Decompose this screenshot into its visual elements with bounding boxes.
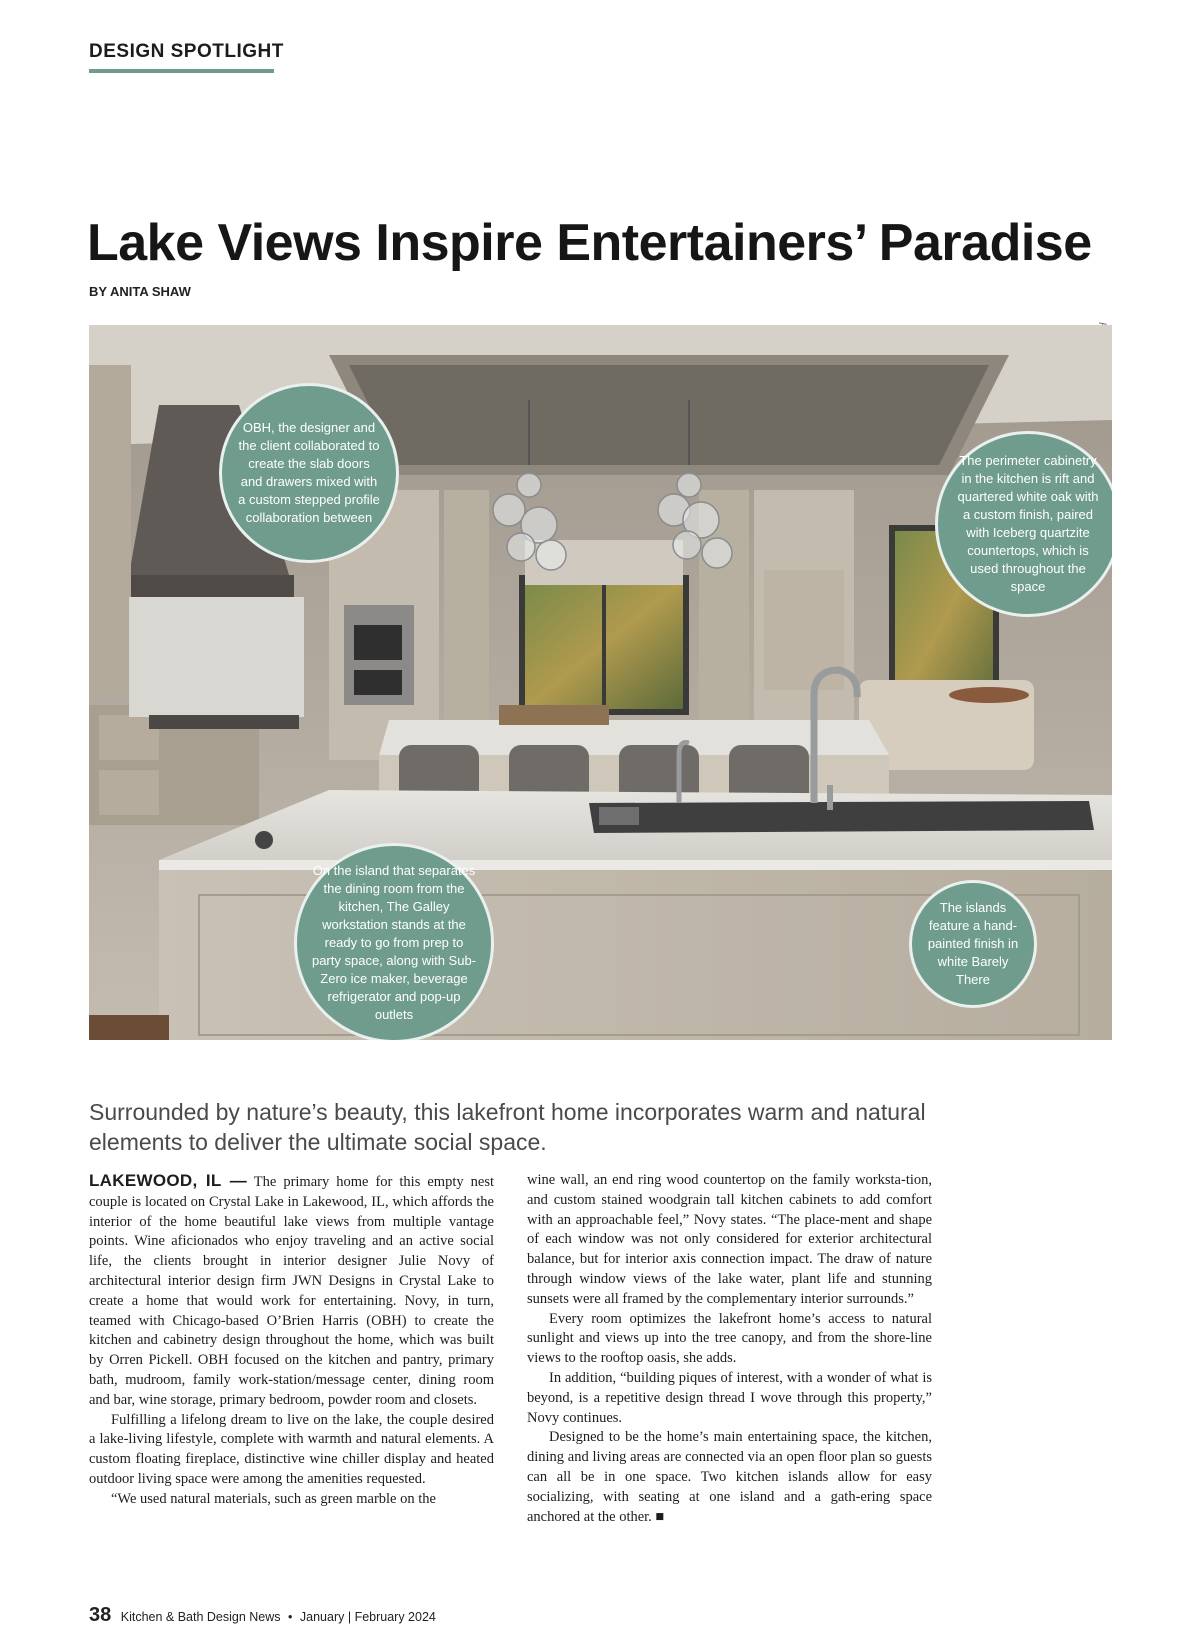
body-column-right [527,1171,932,1527]
article-byline: BY ANITA SHAW [89,284,191,299]
body-column-left [89,1171,494,1510]
publication-name: Kitchen & Bath Design News [120,1610,281,1624]
section-label: DESIGN SPOTLIGHT [89,41,284,62]
body-paragraph: LAKEWOOD, IL — The primary home for this empty nest couple is located on Crystal Lake in Lakewood, IL, which affords the interior of the home beautiful lake views from multiple vantage points. Wine aficionados who enjoy traveling and an active social life, the clients brought in interior designer Julie Novy of architectural interior design firm JWN Designs in Crystal Lake to create a home that would work for entertaining. Novy, in turn, teamed with Chicago-based O’Brien Harris (OBH) to create the kitchen and cabinetry design throughout the home, which was built by Orren Pickell. OBH focused on the kitchen and pantry, primary bath, mudroom, family work-station/message center, dining room and bar, wine storage, primary bedroom, powder room and closets. [89,1171,494,1408]
page-footer [89,1604,436,1627]
body-paragraph: In addition, “building piques of interest, with a wonder of what is beyond, is a repetitive design thread I wove through this property,” Novy continues. [527,1369,932,1426]
callout-perimeter-cabinetry: The perimeter cabinetry in the kitchen is rift and quartered white oak with a custom finish, paired with Iceberg quartzite countertops, which is used throughout the space [935,431,1112,617]
body-paragraph: Designed to be the home’s main entertaining space, the kitchen, dining and living areas are connected via an open floor plan so guests can all be in one space. Two kitchen islands allow for easy socializing, with seating at one island and a gath-ering space anchored at the other. ■ [527,1429,932,1525]
body-paragraph: Every room optimizes the lakefront home’s access to natural sunlight and views up into the tree canopy, and from the shore-line views to the rooftop oasis, she adds. [527,1310,932,1367]
callout-cabinet-doors: OBH, the designer and the client collaborated to create the slab doors and drawers mixed with a custom stepped profile collaboration between [219,383,399,563]
page-number: 38 [89,1604,112,1626]
article-title: Lake Views Inspire Entertainers’ Paradise [87,214,1092,272]
body-paragraph: wine wall, an end ring wood countertop on the family worksta-tion, and custom stained woodgrain tall kitchen cabinets to add comfort with an approachable feel,” Novy states. “The place-ment and shape of each window was not only considered for exterior architectural balance, but for interior axis connection impact. The draw of nature through window views of the lake water, plant life and stunning sunsets were all framed by the complementary interior surrounds.” [527,1172,932,1307]
article-deck: Surrounded by nature’s beauty, this lakefront home incorporates warm and natural elements to deliver the ultimate social space. [89,1099,926,1155]
body-paragraph: Fulfilling a lifelong dream to live on the lake, the couple desired a lake-living lifestyle, complete with warmth and natural elements. A custom floating fireplace, distinctive wine chiller display and heated outdoor living space were among the amenities requested. [89,1411,494,1487]
dateline: LAKEWOOD, IL — [89,1171,247,1190]
kitchen-photo [89,325,1112,1040]
callout-island-finish: The islands feature a hand-painted finish in white Barely There [909,880,1037,1008]
section-underline [89,69,274,73]
footer-separator: • [288,1610,293,1624]
issue-date: January | February 2024 [299,1610,436,1624]
body-paragraph: “We used natural materials, such as green marble on the [111,1490,436,1507]
callout-galley-workstation: On the island that separates the dining room from the kitchen, The Galley workstation stands at the ready to go from prep to party space, along with Sub-Zero ice maker, beverage refrigerator and pop-up outlets [294,843,494,1040]
